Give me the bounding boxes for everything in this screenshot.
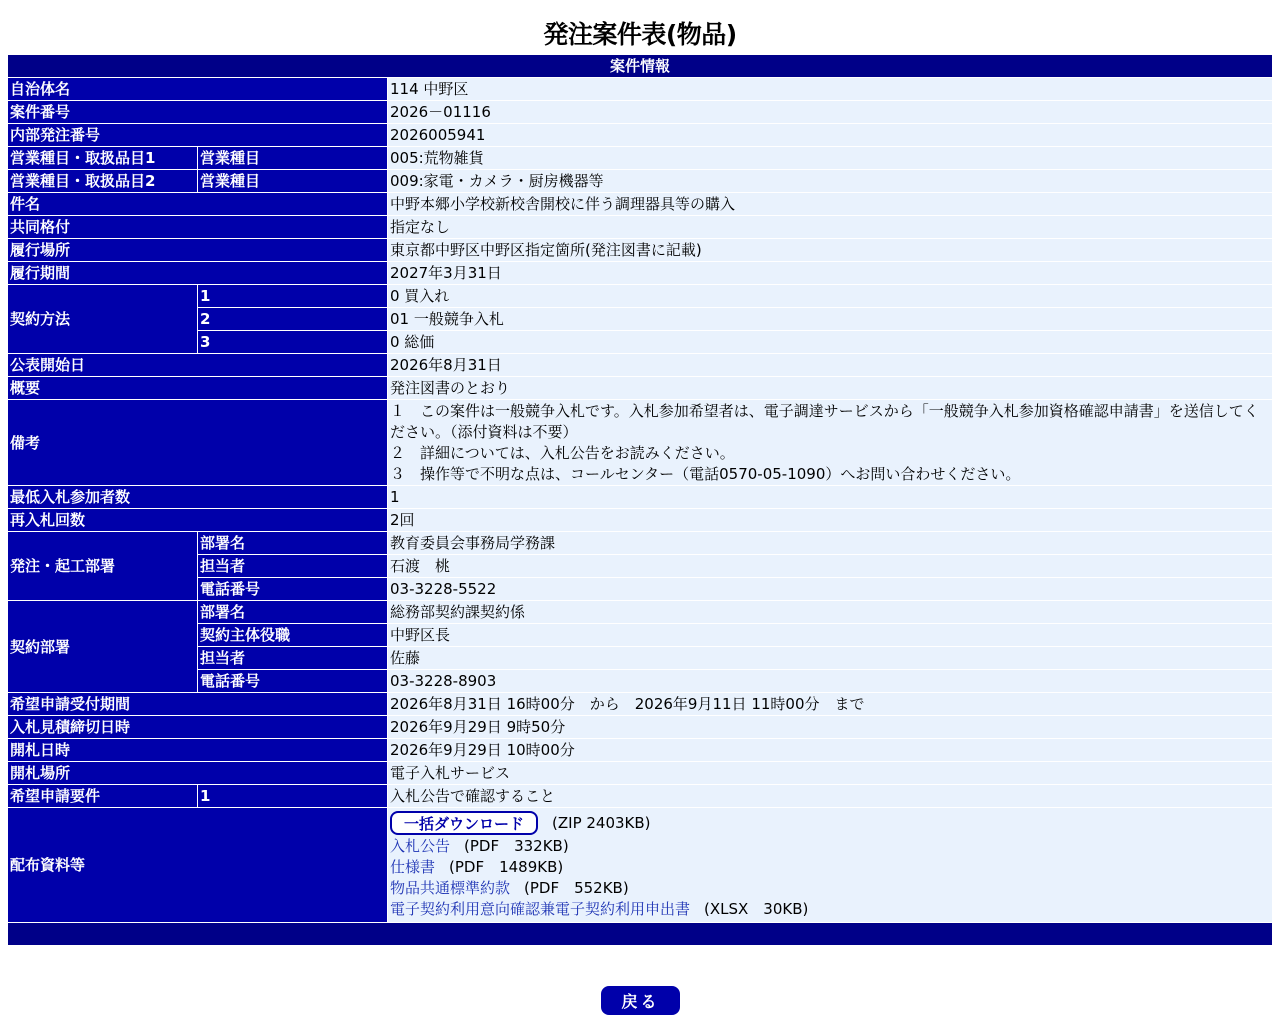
value-application-req: 入札公告で確認すること <box>388 785 1273 808</box>
document-row <box>390 899 1270 920</box>
value-bid-deadline: 2026年9月29日 9時50分 <box>388 716 1273 739</box>
document-link-notice[interactable]: 入札公告 <box>390 837 451 855</box>
contract-dept-value-3: 佐藤 <box>388 647 1273 670</box>
ordering-dept-sublabel-1: 部署名 <box>198 532 388 555</box>
row-contract-dept-1 <box>8 601 1273 624</box>
label-min-bidders: 最低入札参加者数 <box>8 486 388 509</box>
value-case-number: 2026－01116 <box>388 101 1273 124</box>
value-business-type-1: 005:荒物雑貨 <box>388 147 1273 170</box>
label-period: 履行期間 <box>8 262 388 285</box>
remarks-line-3: ３ 操作等で不明な点は、コールセンター（電話0570-05-1090）へお問い合わせください。 <box>390 464 1021 483</box>
label-opening-place: 開札場所 <box>8 762 388 785</box>
label-remarks: 備考 <box>8 400 388 486</box>
label-place: 履行場所 <box>8 239 388 262</box>
back-button[interactable]: 戻る <box>601 986 680 1015</box>
label-internal-order-number: 内部発注番号 <box>8 124 388 147</box>
ordering-dept-sublabel-3: 電話番号 <box>198 578 388 601</box>
row-municipality <box>8 78 1273 101</box>
label-contract-method: 契約方法 <box>8 285 198 354</box>
label-application-period: 希望申請受付期間 <box>8 693 388 716</box>
value-summary: 発注図書のとおり <box>388 377 1273 400</box>
ordering-dept-value-2: 石渡 桃 <box>388 555 1273 578</box>
label-business-type-2: 営業種目・取扱品目2 <box>8 170 198 193</box>
section-header: 案件情報 <box>8 55 1273 78</box>
row-application-req <box>8 785 1273 808</box>
contract-method-no-1: 1 <box>198 285 388 308</box>
row-rebid-count <box>8 509 1273 532</box>
row-ordering-dept-1 <box>8 532 1273 555</box>
value-opening-date: 2026年9月29日 10時00分 <box>388 739 1273 762</box>
contract-dept-sublabel-2: 契約主体役職 <box>198 624 388 647</box>
label-ordering-dept: 発注・起工部署 <box>8 532 198 601</box>
label-business-type-1: 営業種目・取扱品目1 <box>8 147 198 170</box>
row-contract-method-3 <box>8 331 1273 354</box>
sublabel-business-type-2: 営業種目 <box>198 170 388 193</box>
document-link-specification[interactable]: 仕様書 <box>390 858 436 876</box>
label-publish-date: 公表開始日 <box>8 354 388 377</box>
value-case-name: 中野本郷小学校新校舎開校に伴う調理器具等の購入 <box>388 193 1273 216</box>
value-publish-date: 2026年8月31日 <box>388 354 1273 377</box>
row-period <box>8 262 1273 285</box>
row-contract-method-1 <box>8 285 1273 308</box>
label-joint-rating: 共同格付 <box>8 216 388 239</box>
row-publish-date <box>8 354 1273 377</box>
contract-dept-sublabel-4: 電話番号 <box>198 670 388 693</box>
row-contract-dept-2 <box>8 624 1273 647</box>
contract-method-no-3: 3 <box>198 331 388 354</box>
label-application-req: 希望申請要件 <box>8 785 198 808</box>
document-link-standard-terms[interactable]: 物品共通標準約款 <box>390 879 511 897</box>
remarks-line-1: １ この案件は一般競争入札です。入札参加希望者は、電子調達サービスから「一般競争入札参加資格確認申請書」を送信してください。（添付資料は不要） <box>390 401 1259 441</box>
value-documents <box>388 808 1273 923</box>
application-req-no: 1 <box>198 785 388 808</box>
row-contract-dept-3 <box>8 647 1273 670</box>
label-contract-dept: 契約部署 <box>8 601 198 693</box>
contract-method-value-3: 0 総価 <box>388 331 1273 354</box>
row-application-period <box>8 693 1273 716</box>
value-municipality: 114 中野区 <box>388 78 1273 101</box>
table-footer-bar <box>8 923 1273 946</box>
row-business-type-1 <box>8 147 1273 170</box>
bulk-download-row <box>390 810 1270 836</box>
label-documents: 配布資料等 <box>8 808 388 923</box>
document-size: (PDF 552KB) <box>524 879 629 897</box>
ordering-dept-sublabel-2: 担当者 <box>198 555 388 578</box>
row-ordering-dept-3 <box>8 578 1273 601</box>
value-internal-order-number: 2026005941 <box>388 124 1273 147</box>
contract-dept-sublabel-3: 担当者 <box>198 647 388 670</box>
value-application-period: 2026年8月31日 16時00分 から 2026年9月11日 11時00分 まで <box>388 693 1273 716</box>
document-row <box>390 836 1270 857</box>
document-size: (XLSX 30KB) <box>704 900 809 918</box>
value-joint-rating: 指定なし <box>388 216 1273 239</box>
row-business-type-2 <box>8 170 1273 193</box>
sublabel-business-type-1: 営業種目 <box>198 147 388 170</box>
row-bid-deadline <box>8 716 1273 739</box>
remarks-line-2: ２ 詳細については、入札公告をお読みください。 <box>390 443 735 462</box>
label-bid-deadline: 入札見積締切日時 <box>8 716 388 739</box>
bulk-download-button[interactable]: 一括ダウンロード <box>390 811 538 835</box>
value-place: 東京都中野区中野区指定箇所(発注図書に記載) <box>388 239 1273 262</box>
ordering-dept-value-3: 03-3228-5522 <box>388 578 1273 601</box>
row-summary <box>8 377 1273 400</box>
contract-method-value-1: 0 買入れ <box>388 285 1273 308</box>
row-place <box>8 239 1273 262</box>
contract-method-no-2: 2 <box>198 308 388 331</box>
label-case-number: 案件番号 <box>8 101 388 124</box>
row-opening-place <box>8 762 1273 785</box>
bulk-download-size: (ZIP 2403KB) <box>552 813 651 832</box>
document-size: (PDF 1489KB) <box>449 858 564 876</box>
label-rebid-count: 再入札回数 <box>8 509 388 532</box>
contract-dept-value-1: 総務部契約課契約係 <box>388 601 1273 624</box>
contract-method-value-2: 01 一般競争入札 <box>388 308 1273 331</box>
value-period: 2027年3月31日 <box>388 262 1273 285</box>
row-ordering-dept-2 <box>8 555 1273 578</box>
row-case-name <box>8 193 1273 216</box>
contract-dept-value-4: 03-3228-8903 <box>388 670 1273 693</box>
value-remarks <box>388 400 1273 486</box>
label-summary: 概要 <box>8 377 388 400</box>
row-joint-rating <box>8 216 1273 239</box>
row-opening-date <box>8 739 1273 762</box>
value-opening-place: 電子入札サービス <box>388 762 1273 785</box>
row-contract-method-2 <box>8 308 1273 331</box>
page-title: 発注案件表(物品) <box>543 20 737 49</box>
label-opening-date: 開札日時 <box>8 739 388 762</box>
row-contract-dept-4 <box>8 670 1273 693</box>
value-min-bidders: 1 <box>388 486 1273 509</box>
ordering-dept-value-1: 教育委員会事務局学務課 <box>388 532 1273 555</box>
row-remarks <box>8 400 1273 486</box>
document-link-e-contract-form[interactable]: 電子契約利用意向確認兼電子契約利用申出書 <box>390 900 691 918</box>
contract-dept-value-2: 中野区長 <box>388 624 1273 647</box>
row-internal-order-number <box>8 124 1273 147</box>
value-business-type-2: 009:家電・カメラ・厨房機器等 <box>388 170 1273 193</box>
label-municipality: 自治体名 <box>8 78 388 101</box>
case-info-table <box>7 54 1273 946</box>
value-rebid-count: 2回 <box>388 509 1273 532</box>
row-documents <box>8 808 1273 923</box>
document-size: (PDF 332KB) <box>464 837 569 855</box>
label-case-name: 件名 <box>8 193 388 216</box>
document-row <box>390 878 1270 899</box>
row-case-number <box>8 101 1273 124</box>
contract-dept-sublabel-1: 部署名 <box>198 601 388 624</box>
document-row <box>390 857 1270 878</box>
row-min-bidders <box>8 486 1273 509</box>
